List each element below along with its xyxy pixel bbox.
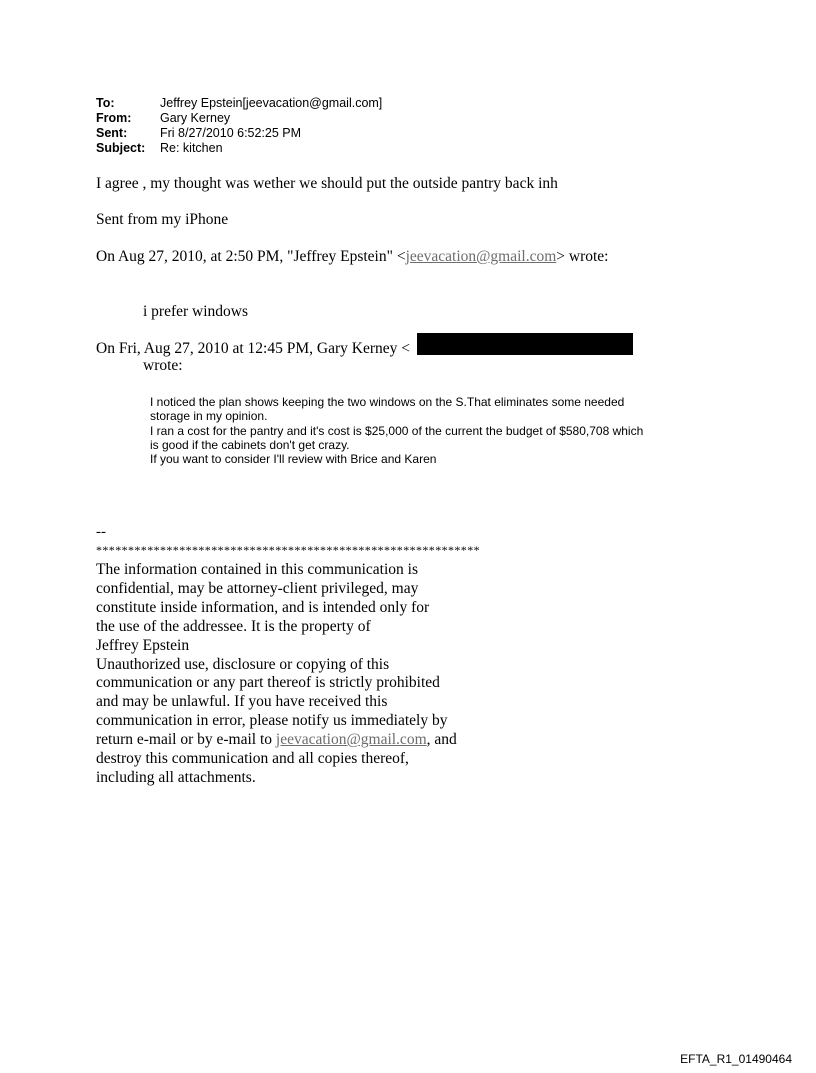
disclaimer-line: The information contained in this communication is: [96, 561, 418, 578]
quote2-intro: On Fri, Aug 27, 2010 at 12:45 PM, Gary Kerney <: [96, 340, 410, 357]
body-line: I agree , my thought was wether we should put the outside pantry back inh: [96, 175, 558, 192]
redaction-box: [417, 333, 633, 355]
header-to: [96, 96, 382, 111]
disclaimer-line: destroy this communication and all copies thereof,: [96, 750, 409, 768]
disclaimer-line: confidential, may be attorney-client privileged, may: [96, 579, 419, 597]
disclaimer-line: constitute inside information, and is intended only for: [96, 598, 430, 616]
to-value: Jeffrey Epstein[jeevacation@gmail.com]: [160, 96, 383, 110]
quote2-wrote: wrote:: [143, 357, 183, 374]
from-value: Gary Kerney: [160, 111, 231, 125]
disclaimer-line: including all attachments.: [96, 768, 256, 786]
subject-label: Subject:: [96, 141, 146, 155]
separator-dashes: --: [96, 524, 106, 540]
sent-label: Sent:: [96, 126, 128, 140]
header-subject: [96, 141, 223, 156]
quote-intro-after: > wrote:: [556, 248, 609, 265]
inner-line: If you want to consider I'll review with Brice and Karen: [150, 452, 437, 466]
email-line-before: return e-mail or by e-mail to: [96, 731, 276, 749]
to-label: To:: [96, 96, 115, 110]
disclaimer-email-line: [96, 731, 516, 750]
disclaimer-line: Unauthorized use, disclosure or copying of this: [96, 655, 390, 673]
disclaimer-line: communication or any part thereof is strictly prohibited: [96, 674, 440, 692]
document-id: EFTA_R1_01490464: [680, 1052, 792, 1066]
header-sent: [96, 126, 301, 141]
inner-line: storage in my opinion.: [150, 409, 268, 423]
disclaimer-line: Jeffrey Epstein: [96, 636, 190, 654]
from-label: From:: [96, 111, 132, 125]
disclaimer-email-link[interactable]: jeevacation@gmail.com: [275, 731, 427, 749]
inner-line: I ran a cost for the pantry and it's cost is $25,000 of the current the budget of $580,708 which: [150, 424, 644, 438]
header-from: [96, 111, 230, 126]
reply-text: i prefer windows: [143, 303, 249, 320]
disclaimer-line: and may be unlawful. If you have received this: [96, 693, 388, 711]
quote-intro-email-link[interactable]: jeevacation@gmail.com: [405, 248, 557, 265]
signature: Sent from my iPhone: [96, 211, 229, 228]
subject-value: Re: kitchen: [160, 141, 223, 155]
inner-line: is good if the cabinets don't get crazy.: [150, 438, 350, 452]
disclaimer-block: [96, 561, 516, 788]
separator-stars: ************************************************************: [96, 543, 480, 557]
quote-intro: [96, 247, 608, 267]
disclaimer-line: communication in error, please notify us immediately by: [96, 712, 448, 730]
email-line-after: , and: [426, 731, 457, 749]
disclaimer-line: the use of the addressee. It is the property of: [96, 617, 371, 635]
sent-value: Fri 8/27/2010 6:52:25 PM: [160, 126, 302, 140]
quote-intro-before: On Aug 27, 2010, at 2:50 PM, "Jeffrey Epstein" <: [96, 248, 406, 265]
inner-line: I noticed the plan shows keeping the two windows on the S.That eliminates some needed: [150, 395, 625, 409]
